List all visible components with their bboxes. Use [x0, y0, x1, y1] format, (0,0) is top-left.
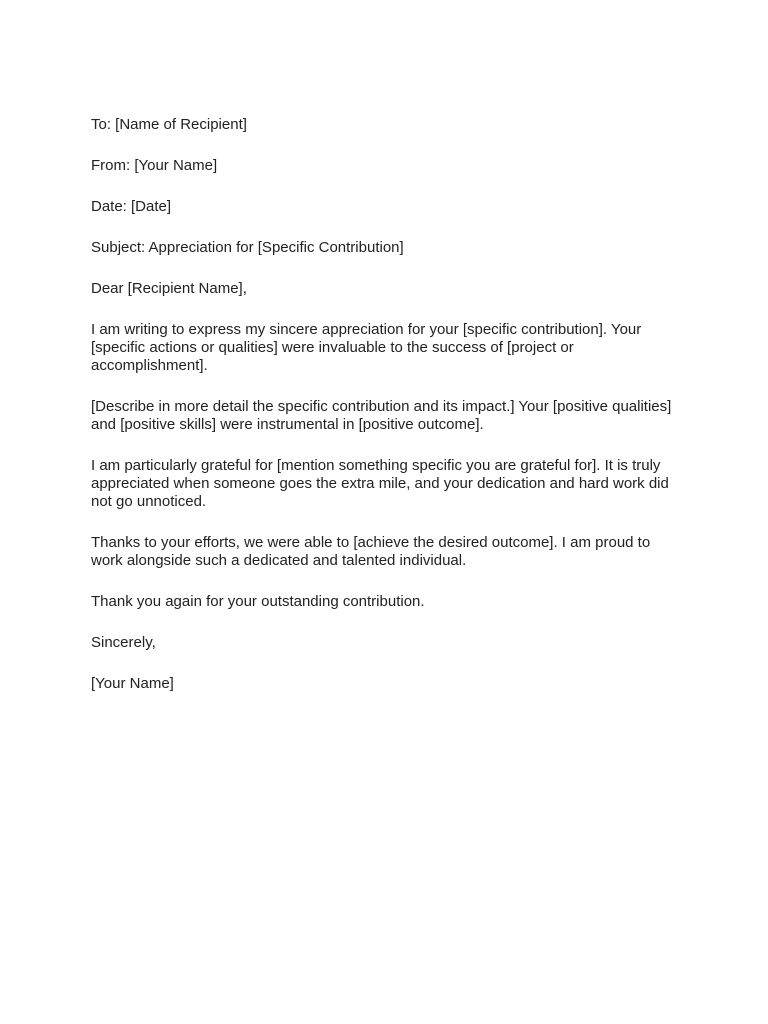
- paragraph-1: [91, 321, 691, 375]
- signature-text: [Your Name]: [91, 675, 174, 692]
- to-line: [91, 116, 691, 134]
- signature-line: [91, 675, 691, 693]
- paragraph-2: [91, 398, 691, 434]
- closing-line: [91, 634, 691, 652]
- paragraph-4: [91, 534, 691, 570]
- salutation-line: [91, 280, 691, 298]
- letter-body: [91, 116, 691, 716]
- subject-text: Subject: Appreciation for [Specific Contribution]: [91, 239, 404, 256]
- paragraph-3: [91, 457, 691, 511]
- paragraph-line: [specific actions or qualities] were invaluable to the success of [project or: [91, 339, 574, 356]
- paragraph-line: I am writing to express my sincere appreciation for your [specific contribution]. Your: [91, 321, 642, 338]
- date-text: Date: [Date]: [91, 198, 172, 215]
- date-line: [91, 198, 691, 216]
- paragraph-line: Thank you again for your outstanding contribution.: [91, 593, 425, 610]
- paragraph-line: work alongside such a dedicated and talented individual.: [91, 552, 467, 569]
- from-text: From: [Your Name]: [91, 157, 218, 174]
- paragraph-line: [Describe in more detail the specific contribution and its impact.] Your [positive qualities]: [91, 398, 672, 415]
- paragraph-line: I am particularly grateful for [mention something specific you are grateful for]. It is truly: [91, 457, 661, 474]
- paragraph-5: [91, 593, 691, 611]
- closing-text: Sincerely,: [91, 634, 156, 651]
- subject-line: [91, 239, 691, 257]
- to-text: To: [Name of Recipient]: [91, 116, 247, 133]
- paragraph-line: accomplishment].: [91, 357, 208, 374]
- from-line: [91, 157, 691, 175]
- paragraph-line: and [positive skills] were instrumental in [positive outcome].: [91, 416, 484, 433]
- paragraph-line: appreciated when someone goes the extra mile, and your dedication and hard work did: [91, 475, 669, 492]
- paragraph-line: not go unnoticed.: [91, 493, 207, 510]
- salutation-text: Dear [Recipient Name],: [91, 280, 247, 297]
- paragraph-line: Thanks to your efforts, we were able to [achieve the desired outcome]. I am proud to: [91, 534, 651, 551]
